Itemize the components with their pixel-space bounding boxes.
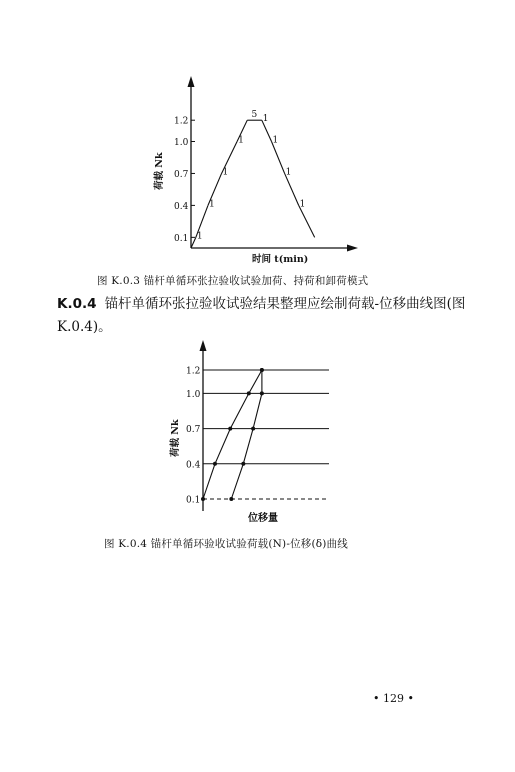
fig1-hold-label: 1 — [299, 199, 306, 210]
fig1-line-segment — [299, 205, 315, 237]
fig2-data-point — [213, 462, 217, 466]
fig2-data-point — [260, 391, 264, 395]
fig1-hold-label: 1 — [262, 114, 269, 125]
fig2-ylabel: 荷载 Nk — [170, 419, 181, 457]
fig2-loading-curve — [203, 370, 262, 499]
fig1-hold-labels — [197, 110, 306, 241]
figure-k04-caption: 图 K.0.4 锚杆单循环验收试验荷载(N)-位移(δ)曲线 — [104, 538, 348, 550]
fig2-data-point — [241, 462, 245, 466]
fig1-y-tick-label: 0.1 — [174, 233, 189, 244]
fig1-y-tick-label: 0.4 — [174, 201, 189, 212]
fig1-hold-label: 1 — [272, 135, 279, 146]
fig2-y-tick-label: 0.7 — [186, 425, 201, 436]
fig1-line-segment — [191, 237, 196, 248]
fig2-y-tick-label: 1.0 — [186, 389, 201, 400]
fig2-data-point — [201, 497, 205, 501]
page-number: • 129 • — [373, 692, 414, 705]
figure-k03-caption: 图 K.0.3 锚杆单循环张拉验收试验加荷、持荷和卸荷模式 — [97, 275, 369, 287]
fig2-data-point — [247, 391, 251, 395]
fig2-data-point — [228, 427, 232, 431]
fig2-data-point — [229, 497, 233, 501]
fig2-xlabel: 位移量 — [248, 513, 278, 524]
fig2-tick-group — [186, 366, 201, 505]
fig1-tick-group — [174, 117, 195, 244]
fig1-hold-label: 1 — [208, 199, 215, 210]
figure-k03-chart — [0, 0, 515, 272]
fig1-hold-label: 1 — [222, 167, 229, 178]
figure-k04-chart — [0, 335, 515, 535]
fig2-data-point — [260, 368, 264, 372]
fig1-hold-label: 1 — [196, 231, 203, 242]
fig2-gridline-group — [203, 370, 329, 499]
fig2-point-group — [201, 368, 264, 501]
fig2-data-point — [251, 427, 255, 431]
fig1-series-group — [191, 120, 315, 248]
fig1-hold-label: 5 — [251, 110, 258, 121]
fig2-series-group — [203, 370, 262, 499]
fig1-y-tick-label: 1.0 — [174, 138, 189, 148]
fig1-line-segment — [272, 142, 285, 174]
section-text: 锚杆单循环张拉验收试验结果整理应绘制荷载-位移曲线图(图 K.0.4)。 — [57, 296, 466, 335]
fig1-hold-label: 1 — [285, 167, 292, 178]
fig2-y-tick-label: 1.2 — [186, 366, 201, 377]
fig1-y-axis-arrow — [188, 76, 195, 87]
fig2-y-tick-label: 0.1 — [186, 495, 201, 506]
fig1-line-segment — [285, 173, 299, 205]
fig1-hold-label: 1 — [238, 135, 244, 146]
fig2-y-tick-label: 0.4 — [186, 460, 201, 471]
fig1-y-tick-label: 1.2 — [174, 116, 189, 127]
fig1-ylabel: 荷载 Nk — [154, 152, 165, 190]
section-k04 — [57, 293, 467, 339]
fig1-xlabel: 时间 t(min) — [252, 254, 309, 265]
fig2-y-axis-arrow — [200, 340, 207, 351]
fig2-unloading-curve — [231, 370, 262, 499]
fig1-x-axis-arrow — [347, 245, 358, 252]
section-number: K.0.4 — [57, 296, 97, 312]
fig1-y-tick-label: 0.7 — [174, 169, 189, 180]
